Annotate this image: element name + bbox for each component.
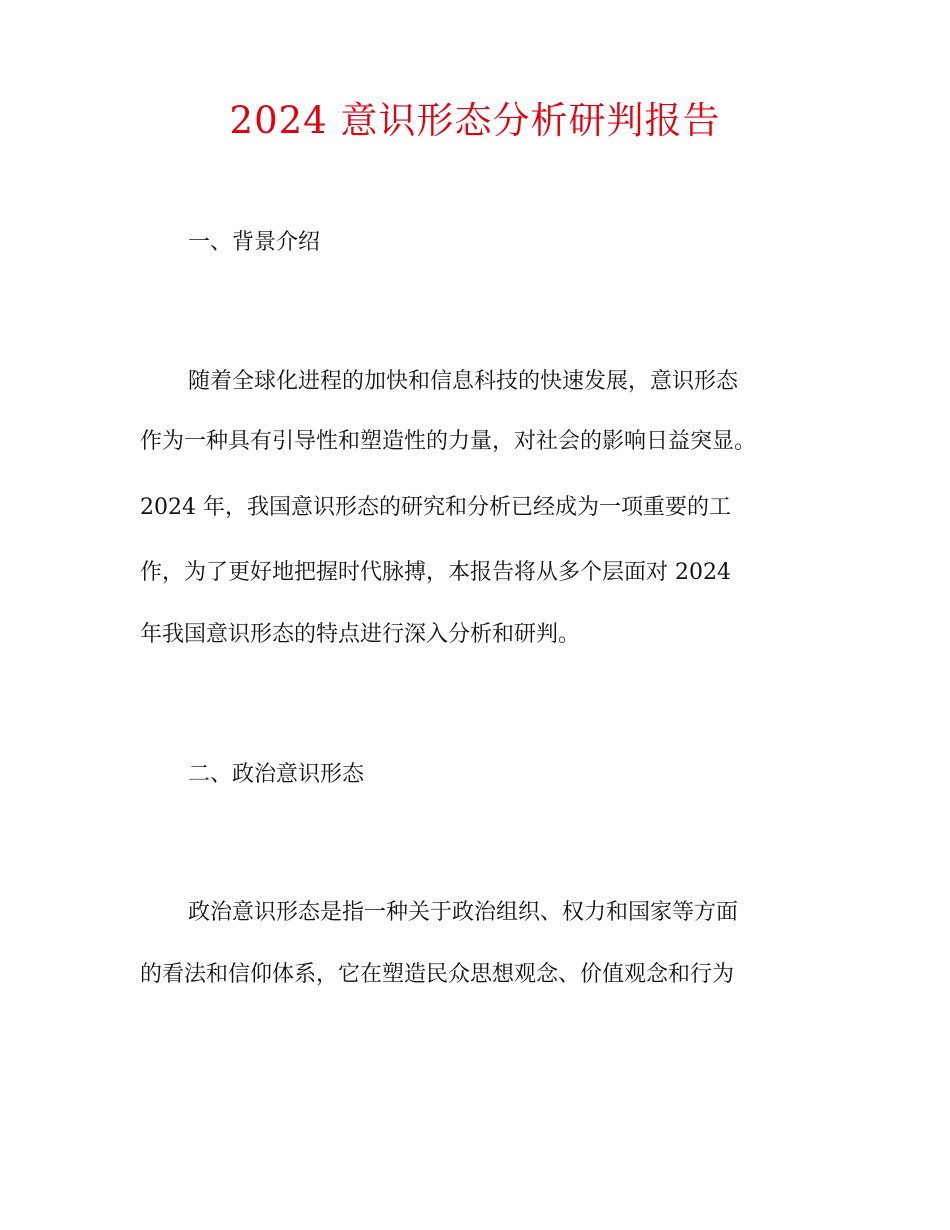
- paragraph-line: 随着全球化进程的加快和信息科技的快速发展，意识形态: [188, 369, 739, 394]
- paragraph-line: 2024 年，我国意识形态的研究和分析已经成为一项重要的工: [140, 495, 731, 520]
- paragraph-line: 作，为了更好地把握时代脉搏，本报告将从多个层面对 2024: [140, 560, 731, 585]
- paragraph-line: 的看法和信仰体系，它在塑造民众思想观念、价值观念和行为: [140, 962, 735, 987]
- paragraph-line: 作为一种具有引导性和塑造性的力量，对社会的影响日益突显。: [140, 429, 757, 454]
- paragraph-line: 年我国意识形态的特点进行深入分析和研判。: [140, 622, 581, 647]
- section-heading-political-ideology: 二、政治意识形态: [188, 762, 365, 787]
- section-heading-background: 一、背景介绍: [188, 230, 321, 255]
- paragraph-line: 政治意识形态是指一种关于政治组织、权力和国家等方面: [188, 900, 739, 925]
- document-title: 2024 意识形态分析研判报告: [229, 99, 721, 142]
